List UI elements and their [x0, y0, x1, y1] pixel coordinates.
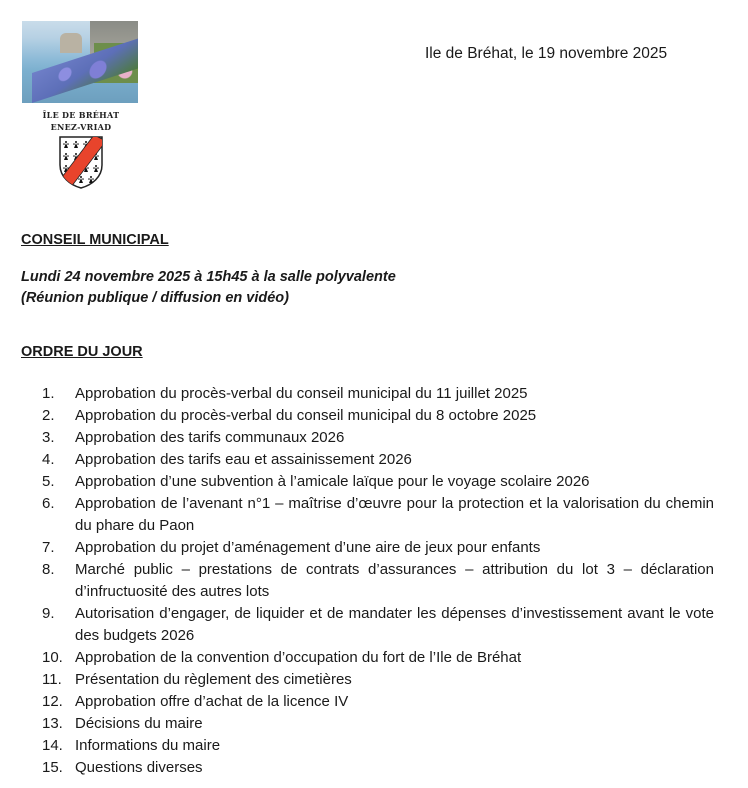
agenda-item-number: 2. [42, 407, 55, 424]
agenda-item [0, 669, 714, 691]
agenda-item [0, 735, 714, 757]
agenda-item [0, 603, 714, 647]
logo-caption [22, 109, 140, 133]
agenda-item-text: Approbation du projet d’aménagement d’une aire de jeux pour enfants [75, 539, 541, 556]
agenda-item [0, 427, 714, 449]
place-and-date: Ile de Bréhat, le 19 novembre 2025 [425, 45, 668, 62]
agenda-item [0, 493, 714, 537]
island-photo [22, 21, 138, 103]
meeting-details [21, 267, 396, 309]
logo-caption-line1: ÎLE DE BRÉHAT [42, 110, 120, 120]
agenda-item-number: 1. [42, 385, 55, 402]
agenda-item-number: 8. [42, 561, 55, 578]
agenda-item [0, 471, 714, 493]
agenda-item-text: Décisions du maire [75, 715, 203, 732]
document-title: CONSEIL MUNICIPAL [21, 232, 169, 248]
agenda-item-text: Approbation de la convention d’occupation du fort de l’Ile de Bréhat [75, 649, 522, 666]
agenda-item [0, 559, 714, 603]
agenda-item-number: 13. [42, 715, 63, 732]
agenda-item-text: Autorisation d’engager, de liquider et de mandater les dépenses d’investissement avant le vote des budgets 2026 [75, 605, 714, 644]
agenda-item-text: Approbation du procès-verbal du conseil municipal du 8 octobre 2025 [75, 407, 537, 424]
agenda-item-text: Approbation d’une subvention à l’amicale laïque pour le voyage scolaire 2026 [75, 473, 590, 490]
agenda-item-number: 3. [42, 429, 55, 446]
meeting-date-location: Lundi 24 novembre 2025 à 15h45 à la salle polyvalente [21, 269, 396, 285]
agenda-item [0, 449, 714, 471]
agenda-item [0, 757, 714, 779]
agenda-item [0, 405, 714, 427]
agenda-item-number: 12. [42, 693, 63, 710]
agenda-item-number: 4. [42, 451, 55, 468]
municipal-logo [22, 21, 140, 189]
agenda-item-text: Présentation du règlement des cimetières [75, 671, 352, 688]
agenda-item-number: 11. [42, 671, 62, 688]
meeting-note: (Réunion publique / diffusion en vidéo) [21, 290, 289, 306]
agenda-item [0, 647, 714, 669]
agenda-item-number: 9. [42, 605, 55, 622]
agenda-item-text: Approbation des tarifs communaux 2026 [75, 429, 345, 446]
agenda-item-number: 15. [42, 759, 63, 776]
agenda-item-text: Questions diverses [75, 759, 203, 776]
agenda-item [0, 383, 714, 405]
agenda-item [0, 537, 714, 559]
agenda-item-number: 14. [42, 737, 63, 754]
agenda-item [0, 691, 714, 713]
agenda-item [0, 713, 714, 735]
agenda-item-number: 7. [42, 539, 55, 556]
agenda-item-text: Approbation des tarifs eau et assainissement 2026 [75, 451, 412, 468]
agenda-item-text: Approbation offre d’achat de la licence IV [75, 693, 349, 710]
agenda-heading: ORDRE DU JOUR [21, 344, 143, 360]
agenda-item-number: 5. [42, 473, 55, 490]
blue-flowers [32, 37, 138, 103]
agenda-item-text: Informations du maire [75, 737, 221, 754]
agenda-item-text: Marché public – prestations de contrats d’assurances – attribution du lot 3 – déclaration d’infructuosité des autres lots [75, 561, 714, 600]
agenda-list [0, 383, 714, 779]
agenda-item-text: Approbation de l’avenant n°1 – maîtrise d’œuvre pour la protection et la valorisation du chemin du phare du Paon [75, 495, 714, 534]
tide-mill-building [60, 33, 82, 53]
agenda-item-number: 6. [42, 495, 55, 512]
agenda-item-text: Approbation du procès-verbal du conseil municipal du 11 juillet 2025 [75, 385, 528, 402]
coat-of-arms-shield-icon [58, 135, 104, 189]
logo-caption-line2: ENEZ-VRIAD [50, 122, 112, 132]
agenda-item-number: 10. [42, 649, 63, 666]
